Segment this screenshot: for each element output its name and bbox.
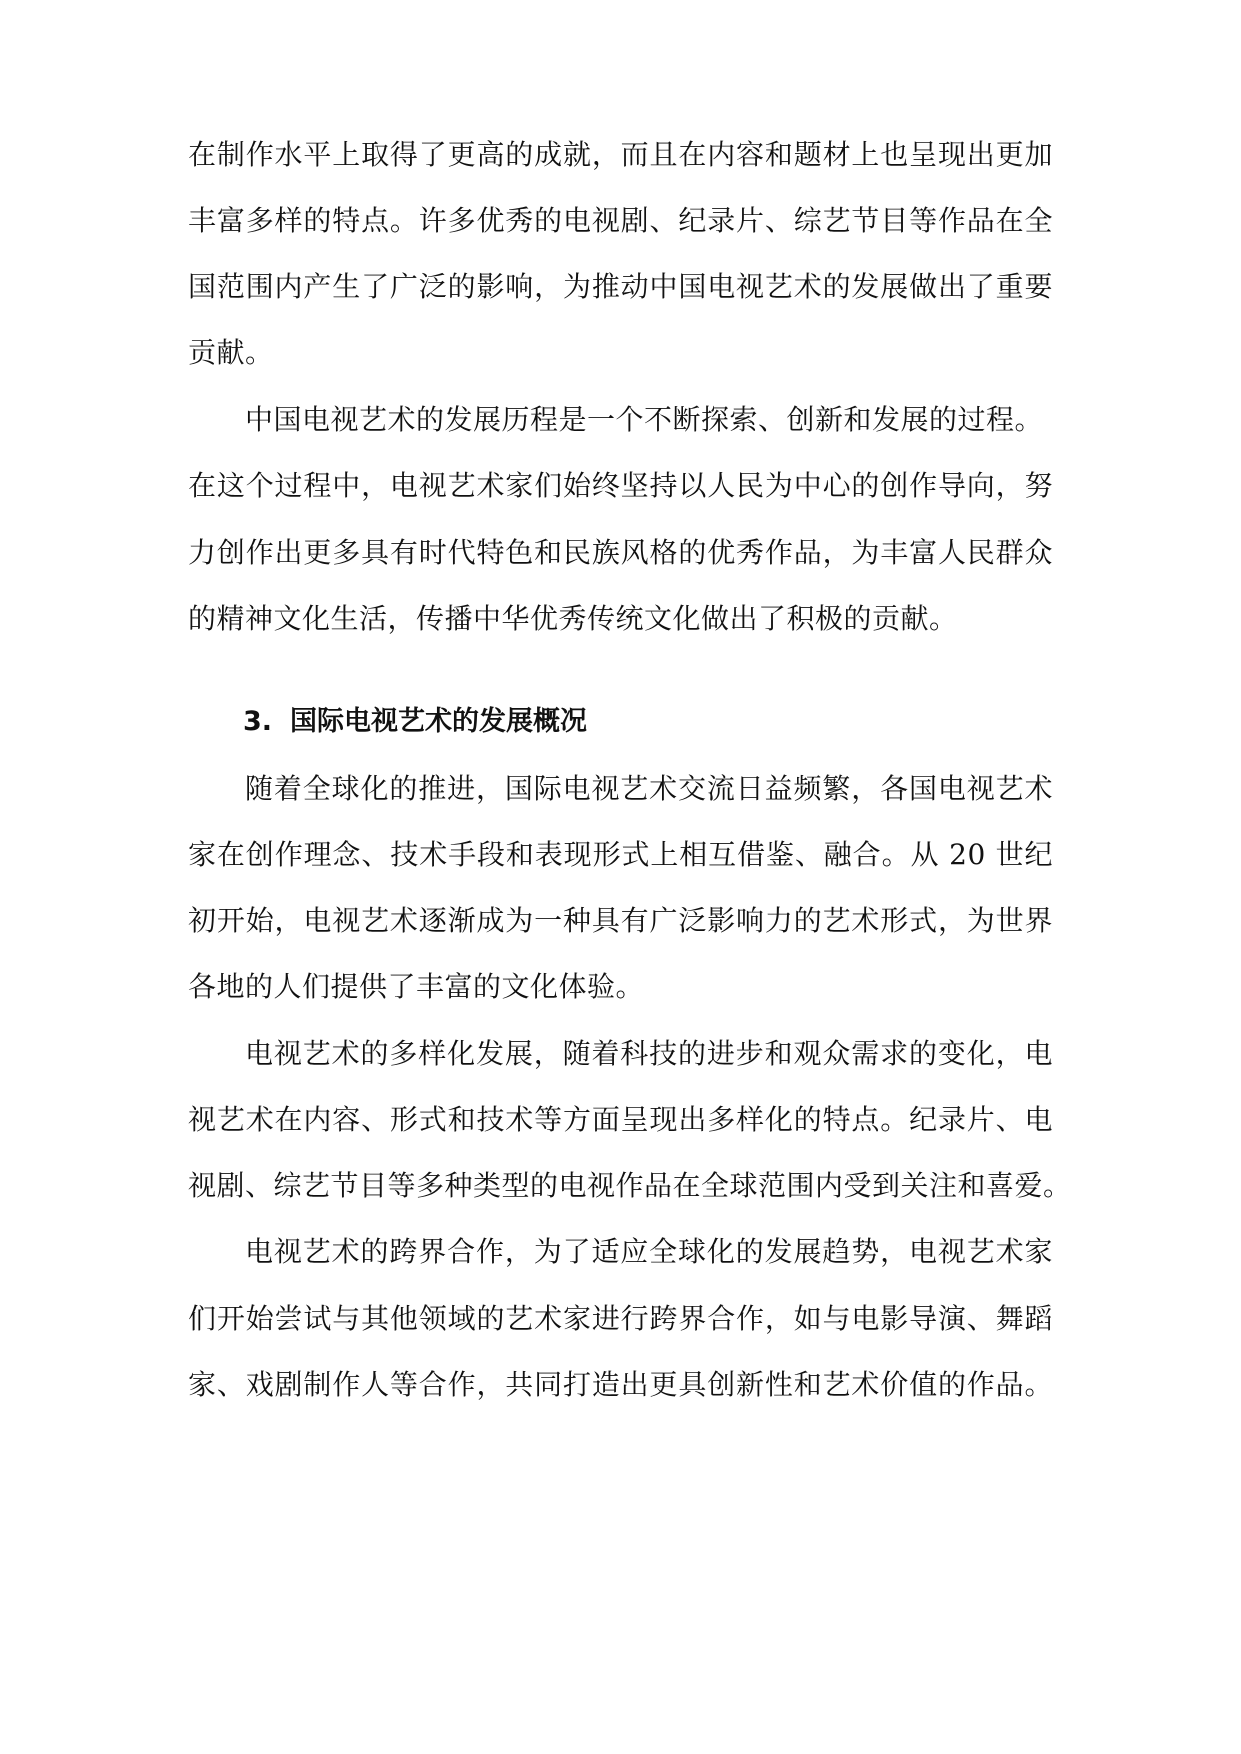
paragraph-4-line-1: 电视艺术的多样化发展，随着科技的进步和观众需求的变化，电 — [245, 1037, 1053, 1070]
paragraph-3-line-4: 各地的人们提供了丰富的文化体验。 — [188, 970, 645, 1003]
paragraph-3-line-3: 初开始，电视艺术逐渐成为一种具有广泛影响力的艺术形式，为世界 — [188, 904, 1053, 937]
section-title: 国际电视艺术的发展概况 — [290, 706, 588, 737]
paragraph-2-line-4: 的精神文化生活，传播中华优秀传统文化做出了积极的贡献。 — [188, 602, 958, 635]
paragraph-3-line-1: 随着全球化的推进，国际电视艺术交流日益频繁，各国电视艺术 — [245, 772, 1053, 805]
paragraph-2-line-3: 力创作出更多具有时代特色和民族风格的优秀作品，为丰富人民群众 — [188, 536, 1053, 569]
paragraph-5-line-1: 电视艺术的跨界合作，为了适应全球化的发展趋势，电视艺术家 — [245, 1235, 1053, 1268]
paragraph-3-line-2: 家在创作理念、技术手段和表现形式上相互借鉴、融合。从 20 世纪 — [188, 838, 1053, 871]
section-heading — [243, 704, 587, 740]
section-number: 3. — [243, 706, 273, 737]
paragraph-1-line-4: 贡献。 — [188, 336, 274, 369]
paragraph-5-line-2: 们开始尝试与其他领域的艺术家进行跨界合作，如与电影导演、舞蹈 — [188, 1302, 1053, 1335]
paragraph-1-line-3: 国范围内产生了广泛的影响，为推动中国电视艺术的发展做出了重要 — [188, 270, 1053, 303]
paragraph-1-line-2: 丰富多样的特点。许多优秀的电视剧、纪录片、综艺节目等作品在全 — [188, 204, 1053, 237]
paragraph-4-line-3: 视剧、综艺节目等多种类型的电视作品在全球范围内受到关注和喜爱。 — [188, 1169, 1072, 1202]
paragraph-4-line-2: 视艺术在内容、形式和技术等方面呈现出多样化的特点。纪录片、电 — [188, 1103, 1053, 1136]
paragraph-2-line-2: 在这个过程中，电视艺术家们始终坚持以人民为中心的创作导向，努 — [188, 469, 1053, 502]
paragraph-5-line-3: 家、戏剧制作人等合作，共同打造出更具创新性和艺术价值的作品。 — [188, 1368, 1053, 1401]
paragraph-1-line-1: 在制作水平上取得了更高的成就，而且在内容和题材上也呈现出更加 — [188, 138, 1053, 171]
paragraph-2-line-1: 中国电视艺术的发展历程是一个不断探索、创新和发展的过程。 — [245, 403, 1044, 436]
